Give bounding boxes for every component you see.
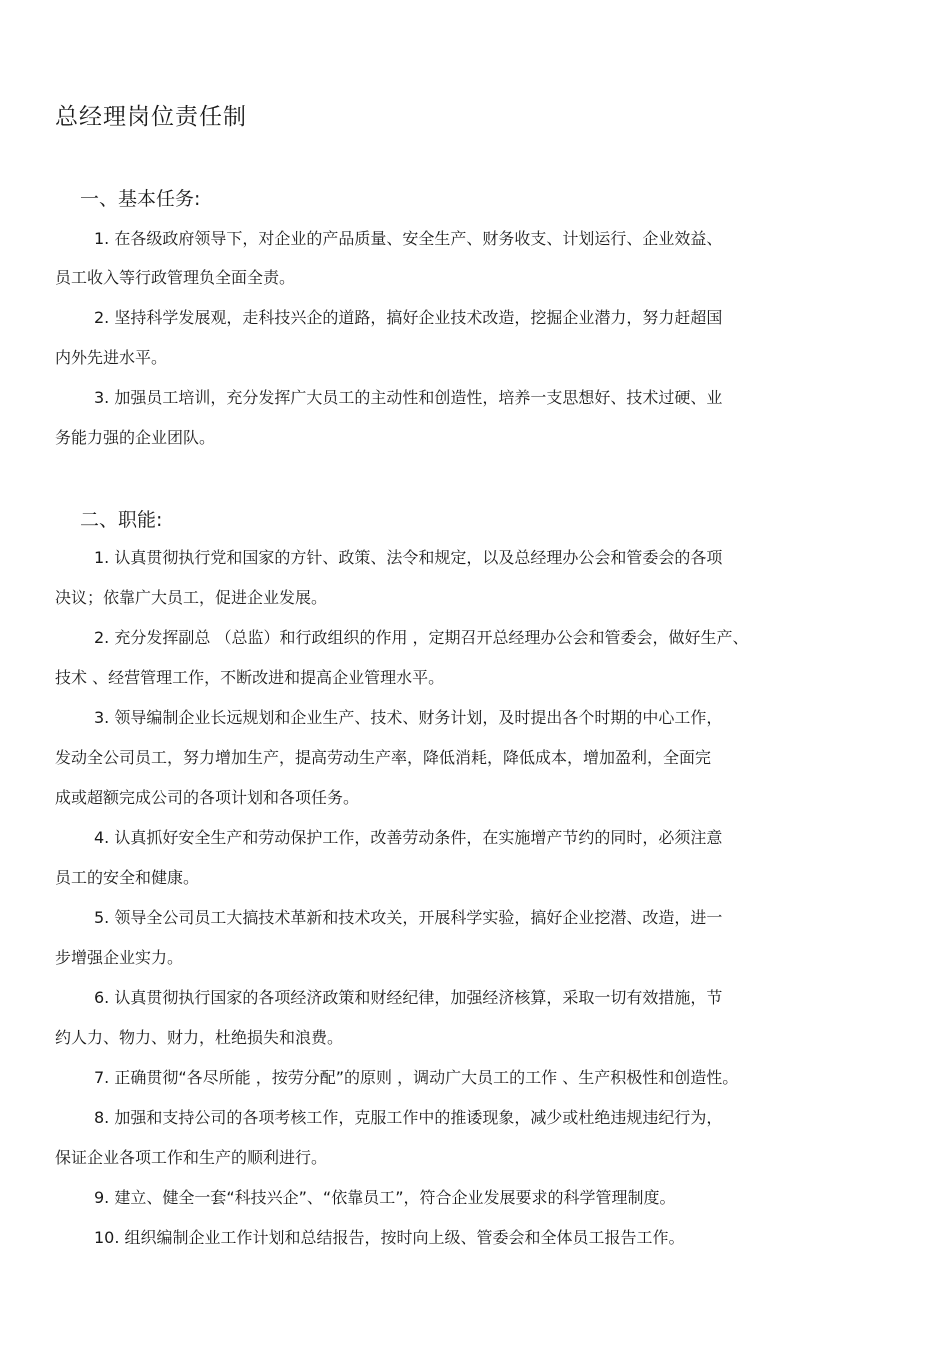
paragraph-line: 9. 建立、健全一套“科技兴企”、“依靠员工”，符合企业发展要求的科学管理制度。: [94, 1188, 676, 1207]
paragraph-line: 员工的安全和健康。: [55, 868, 200, 887]
paragraph-line: 5. 领导全公司员工大搞技术革新和技术攻关，开展科学实验，搞好企业挖潜、改造，进一: [94, 908, 723, 927]
paragraph-line: 内外先进水平。: [55, 348, 168, 367]
paragraph-line: 保证企业各项工作和生产的顺利进行。: [55, 1148, 328, 1167]
paragraph-line: 决议；依靠广大员工，促进企业发展。: [55, 588, 328, 607]
paragraph-line: 2. 充分发挥副总 （总监）和行政组织的作用 ，定期召开总经理办公会和管委会，做好生产、: [94, 628, 749, 647]
paragraph-line: 6. 认真贯彻执行国家的各项经济政策和财经纪律，加强经济核算，采取一切有效措施，节: [94, 988, 723, 1007]
paragraph-line: 成或超额完成公司的各项计划和各项任务。: [55, 788, 360, 807]
paragraph-line: 技术 、经营管理工作，不断改进和提高企业管理水平。: [55, 668, 445, 687]
paragraph-line: 约人力、物力、财力，杜绝损失和浪费。: [55, 1028, 344, 1047]
paragraph-line: 2. 坚持科学发展观，走科技兴企的道路，搞好企业技术改造，挖掘企业潜力，努力赶超国: [94, 308, 723, 327]
section-heading-basic-tasks: 一、基本任务:: [80, 188, 201, 210]
paragraph-line: 1. 认真贯彻执行党和国家的方针、政策、法令和规定，以及总经理办公会和管委会的各项: [94, 548, 723, 567]
paragraph-line: 3. 领导编制企业长远规划和企业生产、技术、财务计划，及时提出各个时期的中心工作，: [94, 708, 723, 727]
paragraph-line: 7. 正确贯彻“各尽所能 ，按劳分配”的原则 ，调动广大员工的工作 、生产积极性和创造性。: [94, 1068, 739, 1087]
document-title: 总经理岗位责任制: [55, 104, 247, 130]
section-heading-functions: 二、职能:: [80, 509, 163, 531]
paragraph-line: 10. 组织编制企业工作计划和总结报告，按时向上级、管委会和全体员工报告工作。: [94, 1228, 685, 1247]
paragraph-line: 8. 加强和支持公司的各项考核工作，克服工作中的推诿现象，减少或杜绝违规违纪行为，: [94, 1108, 723, 1127]
paragraph-line: 步增强企业实力。: [55, 948, 184, 967]
paragraph-line: 发动全公司员工，努力增加生产，提高劳动生产率，降低消耗，降低成本，增加盈利，全面完: [55, 748, 712, 767]
paragraph-line: 务能力强的企业团队。: [55, 428, 216, 447]
paragraph-line: 4. 认真抓好安全生产和劳动保护工作，改善劳动条件，在实施增产节约的同时，必须注意: [94, 828, 723, 847]
paragraph-line: 员工收入等行政管理负全面全责。: [55, 268, 296, 287]
paragraph-line: 1. 在各级政府领导下，对企业的产品质量、安全生产、财务收支、计划运行、企业效益、: [94, 229, 723, 248]
paragraph-line: 3. 加强员工培训，充分发挥广大员工的主动性和创造性，培养一支思想好、技术过硬、业: [94, 388, 723, 407]
